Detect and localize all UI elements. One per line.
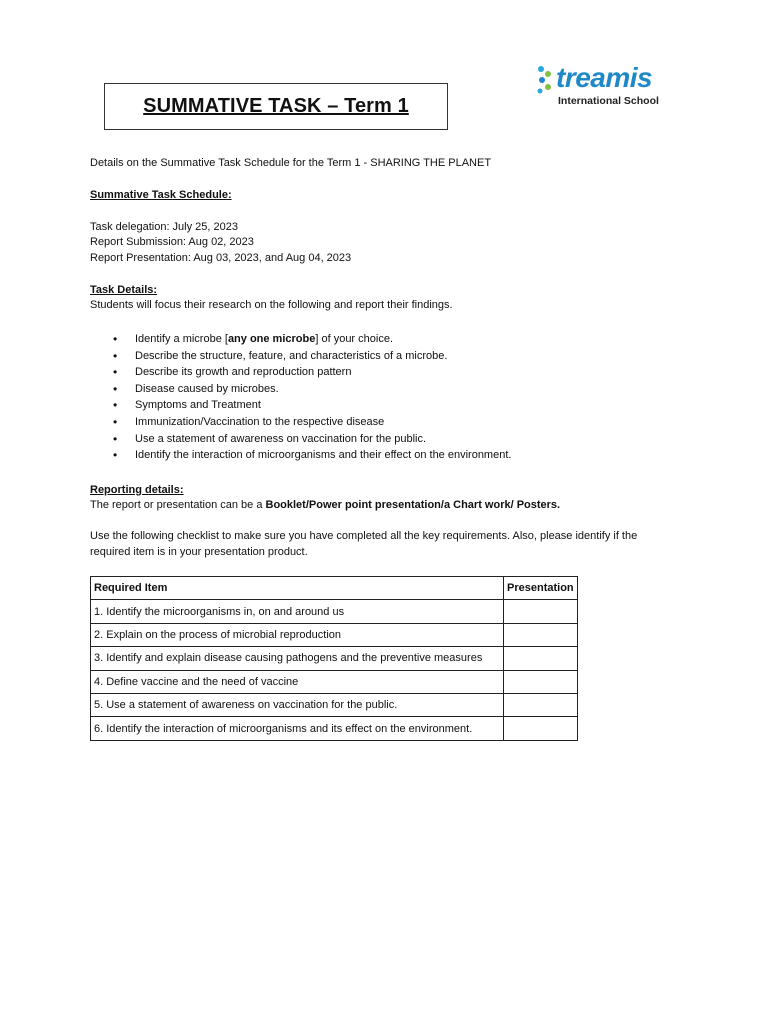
column-header-presentation: Presentation bbox=[504, 577, 578, 600]
reporting-heading: Reporting details: bbox=[90, 484, 184, 496]
list-item: • Immunization/Vaccination to the respective disease bbox=[90, 414, 511, 431]
reporting-line: The report or presentation can be a Booklet/Power point presentation/a Chart work/ Posters. bbox=[90, 499, 561, 511]
intro-text: Details on the Summative Task Schedule for the Term 1 - SHARING THE PLANET bbox=[90, 157, 492, 169]
presentation-cell[interactable] bbox=[504, 693, 578, 716]
list-item: • Identify the interaction of microorganisms and their effect on the environment. bbox=[90, 447, 511, 464]
required-item-cell: 2. Explain on the process of microbial reproduction bbox=[91, 623, 504, 646]
table-row bbox=[91, 647, 578, 670]
table-row bbox=[91, 717, 578, 740]
requirements-table bbox=[90, 576, 578, 741]
checklist-instruction: required item is in your presentation product. bbox=[90, 546, 308, 558]
schedule-line: Report Submission: Aug 02, 2023 bbox=[90, 236, 254, 248]
presentation-cell[interactable] bbox=[504, 647, 578, 670]
list-item: • Disease caused by microbes. bbox=[90, 381, 511, 398]
list-item: • Use a statement of awareness on vaccination for the public. bbox=[90, 431, 511, 448]
schedule-line: Task delegation: July 25, 2023 bbox=[90, 221, 238, 233]
page-title: SUMMATIVE TASK – Term 1 bbox=[143, 95, 409, 117]
required-item-cell: 6. Identify the interaction of microorganisms and its effect on the environment. bbox=[91, 717, 504, 740]
logo-wordmark: treamis bbox=[556, 62, 653, 93]
required-item-cell: 5. Use a statement of awareness on vaccination for the public. bbox=[91, 693, 504, 716]
required-item-cell: 3. Identify and explain disease causing pathogens and the preventive measures bbox=[91, 647, 504, 670]
presentation-cell[interactable] bbox=[504, 670, 578, 693]
schedule-heading: Summative Task Schedule: bbox=[90, 189, 232, 201]
checklist-instruction: Use the following checklist to make sure you have completed all the key requirements. Also, please identify if the bbox=[90, 530, 638, 542]
table-row bbox=[91, 670, 578, 693]
table-row bbox=[91, 693, 578, 716]
list-item: • Describe its growth and reproduction pattern bbox=[90, 364, 511, 381]
presentation-cell[interactable] bbox=[504, 600, 578, 623]
task-details-heading: Task Details: bbox=[90, 284, 158, 296]
presentation-cell[interactable] bbox=[504, 717, 578, 740]
logo-subtitle: International School bbox=[558, 95, 659, 107]
column-header-required-item: Required Item bbox=[91, 577, 504, 600]
required-item-cell: 4. Define vaccine and the need of vaccine bbox=[91, 670, 504, 693]
list-item: • Describe the structure, feature, and characteristics of a microbe. bbox=[90, 348, 511, 365]
task-details-intro: Students will focus their research on the following and report their findings. bbox=[90, 299, 453, 311]
schedule-line: Report Presentation: Aug 03, 2023, and Aug 04, 2023 bbox=[90, 252, 352, 264]
presentation-cell[interactable] bbox=[504, 623, 578, 646]
table-header-row bbox=[91, 577, 578, 600]
task-list bbox=[90, 331, 511, 464]
school-logo bbox=[534, 62, 664, 114]
required-item-cell: 1. Identify the microorganisms in, on and around us bbox=[91, 600, 504, 623]
title-box bbox=[104, 83, 448, 130]
table-row bbox=[91, 600, 578, 623]
list-item: • Identify a microbe [any one microbe] of your choice. bbox=[90, 331, 511, 348]
list-item: • Symptoms and Treatment bbox=[90, 397, 511, 414]
table-row bbox=[91, 623, 578, 646]
